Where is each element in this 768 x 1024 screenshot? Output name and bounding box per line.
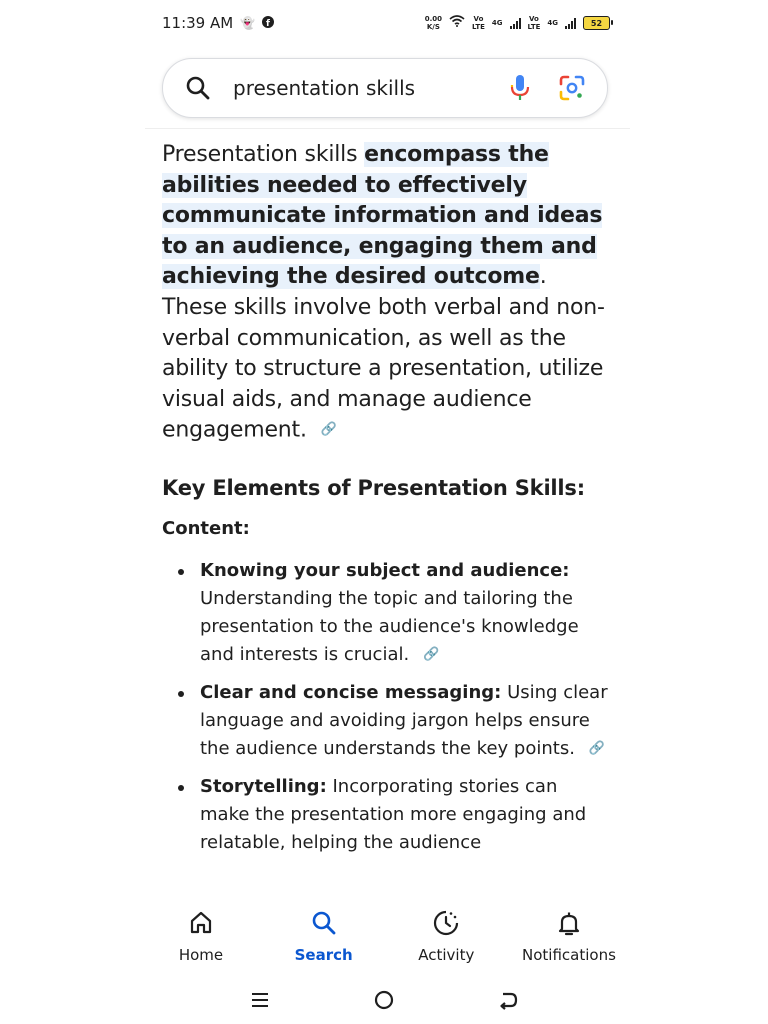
link-icon[interactable]: 🔗 — [588, 741, 606, 757]
net-speed — [425, 15, 442, 31]
bottom-nav — [140, 908, 630, 978]
svg-text:f: f — [266, 18, 271, 28]
sim1-volte — [472, 15, 485, 31]
sim2-signal-icon — [565, 18, 576, 29]
bullet-title: Storytelling: — [200, 776, 327, 798]
system-nav-bar — [0, 982, 768, 1018]
back-button[interactable] — [496, 988, 520, 1012]
bullet-title: Knowing your subject and audience: — [200, 560, 570, 582]
sim1-signal-icon — [510, 18, 521, 29]
home-button[interactable] — [372, 988, 396, 1012]
facebook-icon — [262, 16, 274, 31]
home-icon — [186, 908, 216, 938]
list-item — [162, 773, 612, 857]
intro-text-start: Presentation skills — [162, 142, 365, 167]
search-input[interactable] — [233, 76, 483, 100]
sub-heading-content: Content: — [162, 518, 250, 540]
bell-icon — [554, 908, 584, 938]
ai-overview-content — [162, 140, 612, 867]
net-speed-value: 0.00 — [424, 15, 443, 23]
wifi-icon — [449, 15, 465, 31]
status-time: 11:39 AM — [162, 14, 234, 32]
bullet-text: Using clear language and avoiding jargon helps ensure the audience understands the key points. — [200, 682, 608, 760]
status-left — [162, 14, 274, 32]
intro-paragraph — [162, 140, 612, 446]
snapchat-icon: 👻 — [240, 16, 256, 30]
sim1-top: Vo — [473, 15, 484, 23]
bullet-text: Understanding the topic and tailoring the presentation to the audience's knowledge and interests is crucial. — [200, 588, 579, 666]
battery-icon — [583, 16, 610, 30]
search-bar[interactable] — [162, 58, 608, 118]
recent-apps-button[interactable] — [248, 988, 272, 1012]
intro-highlight[interactable]: encompass the abilities needed to effectively communicate information and ideas to an audience, engaging them and achieving the desired outcome — [162, 142, 603, 290]
nav-activity[interactable] — [385, 908, 507, 978]
battery-level: 52 — [590, 18, 603, 28]
bullet-text: Incorporating stories can make the presentation more engaging and relatable, helping the audience — [200, 776, 587, 854]
net-speed-unit: K/S — [426, 23, 440, 31]
link-icon[interactable]: 🔗 — [423, 647, 440, 663]
sim1-gen-label: 4G — [491, 19, 503, 27]
sim2-volte — [528, 15, 541, 31]
google-lens-icon[interactable] — [557, 73, 587, 103]
sim2-gen — [547, 19, 558, 27]
list-item — [162, 679, 612, 763]
nav-home-label: Home — [178, 946, 224, 964]
list-item — [162, 557, 612, 669]
search-icon[interactable] — [183, 73, 213, 103]
intro-text-end: . These skills involve both verbal and non-verbal communication, as well as the ability to structure a presentation, utilize visual aids, and manage audience engagement. — [162, 264, 605, 443]
sim2-top: Vo — [529, 15, 539, 23]
status-bar — [0, 0, 768, 46]
search-icon — [309, 908, 339, 938]
nav-search-label: Search — [294, 946, 353, 964]
key-elements-list — [162, 557, 612, 857]
nav-activity-label: Activity — [418, 946, 475, 964]
link-icon[interactable]: 🔗 — [320, 422, 337, 438]
activity-icon — [431, 908, 461, 938]
bullet-title: Clear and concise messaging: — [200, 682, 502, 704]
section-heading: Key Elements of Presentation Skills: — [162, 476, 585, 501]
microphone-icon[interactable] — [505, 73, 535, 103]
nav-notifications[interactable] — [508, 908, 630, 978]
sim1-bottom: LTE — [472, 23, 485, 31]
sim1-gen — [492, 19, 503, 27]
nav-notifications-label: Notifications — [522, 946, 616, 964]
divider — [145, 128, 630, 129]
nav-home[interactable] — [140, 908, 262, 978]
status-right — [425, 15, 610, 31]
sim2-gen-label: 4G — [547, 19, 558, 27]
sim2-bottom: LTE — [527, 23, 541, 31]
nav-search[interactable] — [263, 908, 385, 978]
